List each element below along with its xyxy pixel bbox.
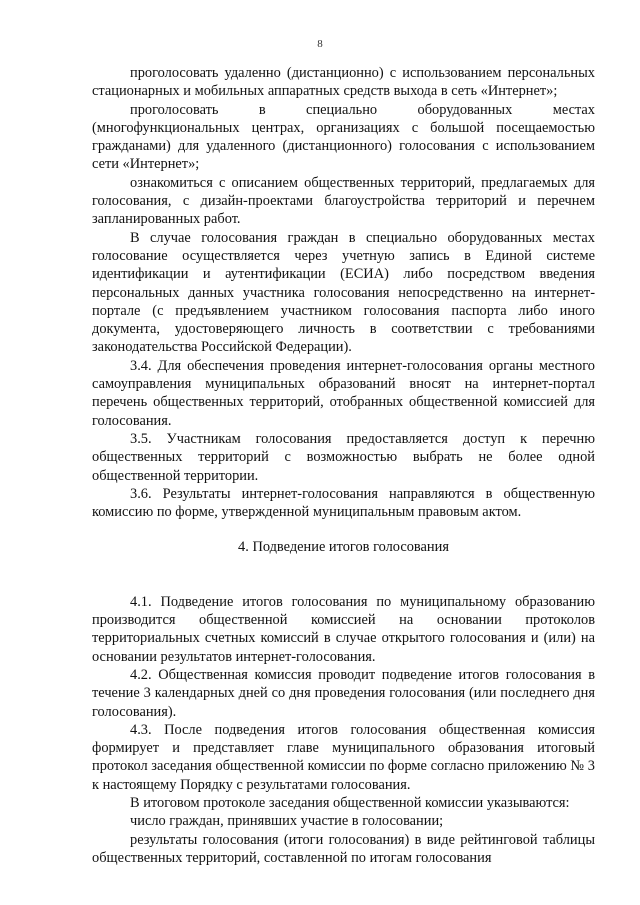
paragraph: В итоговом протоколе заседания общественной комиссии указываются: [130, 794, 570, 811]
paragraph: В случае голосования граждан в специально оборудованных местах голосование осуществляется через учетную запись в Единой системе идентификации и аутентификации (ЕСИА) либо посредством введения персональных данных участника голосования непосредственно на интернет-портале (с предъявлением участником голосования паспорта либо иного документа, удостоверяющего личность в соответствии с требованиями законодательства Российской Федерации). [92, 229, 595, 356]
paragraph: проголосовать удаленно (дистанционно) с использованием персональных стационарных и мобильных аппаратных средств выхода в сеть «Интернет»; [92, 65, 595, 100]
paragraph: 4.1. Подведение итогов голосования по муниципальному образованию производится общественной комиссией на основании протоколов территориальных счетных комиссий в случае открытого голосования и (или) на основании результатов интернет-голосования. [92, 593, 595, 665]
paragraph: результаты голосования (итоги голосования) в виде рейтинговой таблицы общественных территорий, составленной по итогам голосования [92, 831, 595, 866]
paragraph: проголосовать в специально оборудованных местах (многофункциональных центрах, организациях с большой посещаемостью гражданами) для удаленного (дистанционного) голосования с использованием сети «Интернет»; [92, 101, 595, 173]
section-heading: 4. Подведение итогов голосования [238, 539, 449, 556]
paragraph: 3.6. Результаты интернет-голосования направляются в общественную комиссию по форме, утвержденной муниципальным правовым актом. [92, 485, 595, 521]
page-number: 8 [317, 38, 323, 50]
paragraph: 3.5. Участникам голосования предоставляется доступ к перечню общественных территорий с возможностью выбрать не более одной общественной территории. [92, 430, 595, 484]
paragraph: число граждан, принявших участие в голосовании; [130, 813, 444, 830]
paragraph: 3.4. Для обеспечения проведения интернет-голосования органы местного самоуправления муниципальных образований вносят на интернет-портал перечень общественных территорий, отобранных общественной комиссией для голосования. [92, 357, 595, 429]
paragraph: 4.3. После подведения итогов голосования общественная комиссия формирует и представляет главе муниципального образования итоговый протокол заседания общественной комиссии по форме согласно приложению № 3 к настоящему Порядку с результатами голосования. [92, 721, 595, 793]
document-body [92, 64, 595, 867]
spacer [92, 575, 595, 593]
paragraph: ознакомиться с описанием общественных территорий, предлагаемых для голосования, с дизайн-проектами благоустройства территорий и перечнем запланированных работ. [92, 174, 595, 228]
paragraph: 4.2. Общественная комиссия проводит подведение итогов голосования в течение 3 календарных дней со дня проведения голосования (или последнего дня голосования). [92, 666, 595, 720]
